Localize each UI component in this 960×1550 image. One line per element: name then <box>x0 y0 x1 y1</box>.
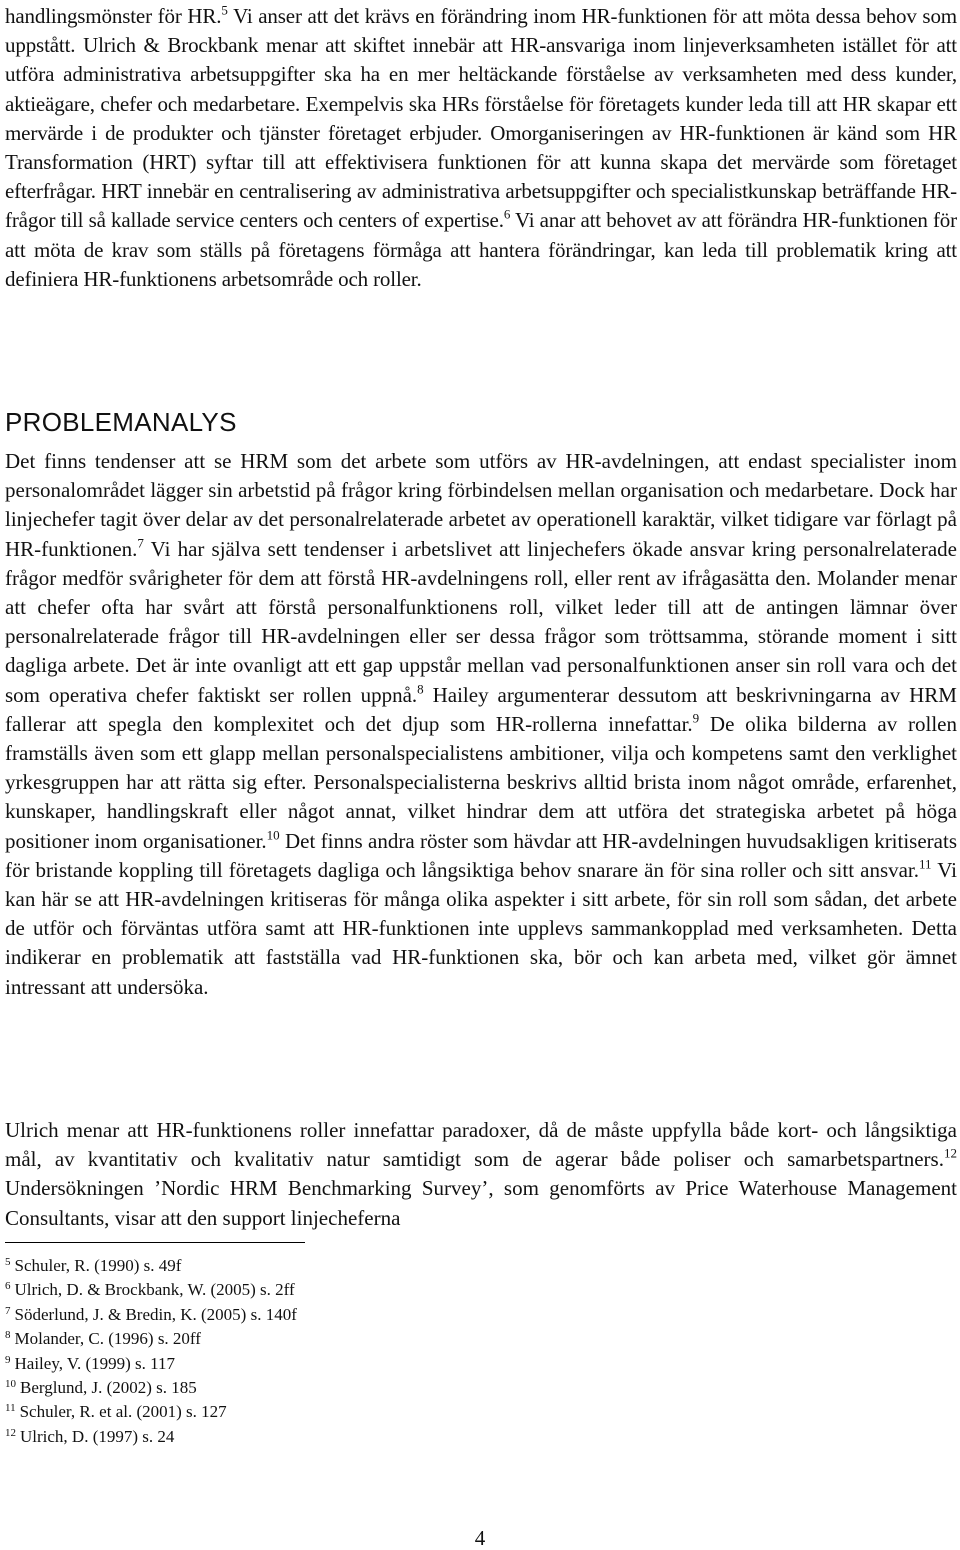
footnote <box>5 1303 297 1327</box>
footnote-text: Berglund, J. (2002) s. 185 <box>20 1377 197 1397</box>
footnote <box>5 1400 297 1424</box>
footnote-number: 10 <box>5 1377 16 1390</box>
footnote-number: 7 <box>5 1304 11 1317</box>
footnote-number: 5 <box>5 1256 11 1268</box>
footnote <box>5 1376 297 1400</box>
page-number: 4 <box>474 1526 486 1550</box>
footnote <box>5 1278 297 1302</box>
paragraph-text: De olika bilderna av rollen framställs även som ett glapp mellan personalspecialistens ambitioner, vilja och kompetens samt den verklighet yrkesgruppen har att rätta sig efter. Personalspecialisterna beskrivs alltid brista inom något område, erfarenhet, kunskaper, handlingskraft eller något annat, vilket hindrar dem att utföra det strategiska arbetet på höga positioner inom organisationer. <box>5 711 957 853</box>
paragraph-text: Vi anser att det krävs en förändring inom HR-funktionen för att möta dessa behov som uppstått. Ulrich & Brockbank menar att skiftet innebär att HR-ansvariga inom linjeverksamheten istället för att utföra administrativa arbetsuppgifter ska ha en mer heltäckande förståelse av verksamheten med dess kunder, aktieägare, chefer och medarbetare. Exempelvis ska HRs förståelse för företagets kunder leda till att HR skapar ett mervärde i de produkter och tjänster företaget erbjuder. Omorganiseringen av HR-funktionen är känd som HR Transformation (HRT) syftar till att effektivisera funktionen för att kunna skapa det mervärde som företaget efterfrågar. HRT innebär en centralisering av administrativa arbetsuppgifter och specialistkunskap beträffande HR-frågor till så kallade service centers och centers of expertise. <box>5 4 957 233</box>
footnote-divider <box>5 1242 305 1243</box>
footnote-ref: 11 <box>919 856 932 872</box>
footnote-number: 8 <box>5 1329 11 1342</box>
footnote-number: 6 <box>5 1280 11 1293</box>
paragraph-text: Undersökningen ’Nordic HRM Benchmarking Survey’, som genomförts av Price Waterhouse Management Consultants, visar att den support linjecheferna <box>5 1176 957 1230</box>
footnote-text: Söderlund, J. & Bredin, K. (2005) s. 140f <box>14 1304 297 1324</box>
paragraph-text: Det finns tendenser att se HRM som det arbete som utförs av HR-avdelningen, att endast specialister inom personalområdet lägger sin arbetstid på frågor kring förbindelsen mellan organisation och medarbetare. Dock har linjechefer tagit över delar av det personalrelaterade arbetet av operationell karaktär, vilket tidigare var förlagt på HR-funktionen. <box>5 449 957 561</box>
footnote-text: Schuler, R. et al. (2001) s. 127 <box>19 1402 227 1422</box>
footnote-number: 11 <box>5 1402 16 1415</box>
paragraph-ulrich <box>5 1116 957 1233</box>
footnote-ref: 6 <box>503 206 511 222</box>
paragraph-text: Hailey argumenterar dessutom att beskrivningarna av HRM fallerar att spegla den komplexitet och det djup som HR-rollerna innefattar. <box>5 682 957 736</box>
footnote-ref: 5 <box>221 2 228 18</box>
footnote-ref: 7 <box>137 535 144 551</box>
footnote <box>5 1254 297 1278</box>
footnote-text: Molander, C. (1996) s. 20ff <box>14 1329 201 1349</box>
footnote-ref: 9 <box>692 710 700 726</box>
footnote-number: 12 <box>5 1426 16 1439</box>
footnote <box>5 1425 297 1449</box>
paragraph-text: Ulrich menar att HR-funktionens roller innefattar paradoxer, då de måste uppfylla både kort- och långsiktiga mål, av kvantitativ och kvalitativ natur samtidigt som de agerar både poliser och samarbetspartners. <box>5 1118 957 1172</box>
paragraph-text: Vi anar att behovet av att förändra HR-funktionen för att möta de krav som ställs på företagens förmåga att hantera förändringar, kan leda till problematik kring att definiera HR-funktionens arbetsområde och roller. <box>5 208 957 291</box>
footnote-ref: 12 <box>943 1145 957 1161</box>
paragraph-intro <box>5 2 957 294</box>
footnote-text: Ulrich, D. & Brockbank, W. (2005) s. 2ff <box>14 1280 295 1300</box>
footnote <box>5 1327 297 1351</box>
paragraph-text: Det finns andra röster som hävdar att HR-avdelningen huvudsakligen kritiserats för bristande koppling till företagets dagliga och långsiktiga behov snarare än för sina roller och sitt ansvar. <box>5 828 957 882</box>
footnote-text: Hailey, V. (1999) s. 117 <box>14 1353 176 1373</box>
paragraph-text: Vi kan här se att HR-avdelningen kritiseras för många olika aspekter i sitt arbete, för sin roll som sådan, det arbete de utför och förväntas utföra samt att HR-funktionen inte upplevs sammankopplad med verksamheten. Detta indikerar en problematik att fastställa vad HR-funktionen ska, bör och kan arbeta med, vilket gör ämnet intressant att undersöka. <box>5 857 958 999</box>
paragraph-text: Vi har själva sett tendenser i arbetslivet att linjechefers ökade ansvar kring personalrelaterade frågor medför svårigheter för dem att förstå HR-avdelningens roll, eller rent av ifrågasätta den. Molander menar att chefer ofta har svårt att förstå personalfunktionens roll, vilket leder till att de antingen lämnar över personalrelaterade frågor till HR-avdelningen eller ser dessa frågor som tröttsamma, störande moment i sitt dagliga arbete. Det är inte ovanligt att ett gap uppstår mellan vad personalfunktionen anser sin roll vara och det som operativa chefer faktiskt ser rollen uppnå. <box>5 536 957 707</box>
footnote-number: 9 <box>5 1353 11 1366</box>
section-heading: PROBLEMANALYS <box>5 407 237 437</box>
footnote-text: Schuler, R. (1990) s. 49f <box>14 1256 182 1275</box>
footnote-ref: 10 <box>266 827 280 843</box>
footnote-list <box>5 1254 297 1449</box>
footnote-text: Ulrich, D. (1997) s. 24 <box>20 1426 175 1446</box>
footnote-ref: 8 <box>417 681 424 697</box>
footnote <box>5 1352 297 1376</box>
paragraph-text: handlingsmönster för HR. <box>5 4 222 28</box>
paragraph-problem-analysis <box>5 447 957 1002</box>
